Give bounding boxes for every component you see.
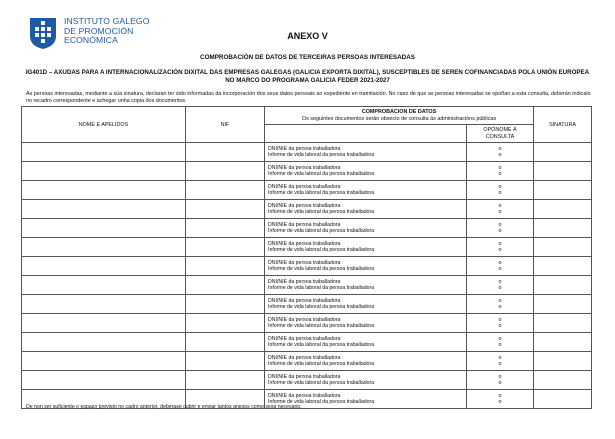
table-row	[22, 257, 592, 276]
nif-cell[interactable]	[186, 257, 265, 276]
signature-cell[interactable]	[534, 295, 592, 314]
igape-name-line1: INSTITUTO GALEGO	[64, 16, 150, 26]
doc-dni: DNI/NIE da persoa traballadora	[268, 145, 341, 152]
oppose-vida-laboral-checkbox[interactable]: o	[498, 342, 502, 348]
doc-vida-laboral: Informe de vida laboral da persoa traballadora	[268, 399, 375, 405]
doc-dni: DNI/NIE da persoa traballadora	[268, 335, 341, 342]
comprobacion-header-sub: Os seguintes documentos serán obxecto de consulta ás administracións públicas	[301, 115, 497, 122]
nif-cell[interactable]	[186, 295, 265, 314]
oppose-checkbox-cell	[467, 352, 534, 371]
oponome-line2: CONSULTA	[485, 133, 515, 140]
nif-cell[interactable]	[186, 200, 265, 219]
comprobacion-header-title: COMPROBACION DE DATOS	[361, 109, 437, 115]
name-cell[interactable]	[22, 219, 186, 238]
table-row	[22, 352, 592, 371]
documents-cell	[265, 371, 467, 390]
doc-vida-laboral: Informe de vida laboral da persoa traballadora	[268, 152, 375, 158]
oppose-vida-laboral-checkbox[interactable]: o	[498, 361, 502, 367]
doc-vida-laboral: Informe de vida laboral da persoa traballadora	[268, 247, 375, 253]
oppose-dni-checkbox[interactable]: o	[498, 335, 502, 342]
signature-cell[interactable]	[534, 390, 592, 409]
signature-cell[interactable]	[534, 181, 592, 200]
signature-cell[interactable]	[534, 314, 592, 333]
oppose-dni-checkbox[interactable]: o	[498, 240, 502, 247]
nif-cell[interactable]	[186, 371, 265, 390]
doc-vida-laboral: Informe de vida laboral da persoa traballadora	[268, 285, 375, 291]
table-row	[22, 162, 592, 181]
doc-vida-laboral: Informe de vida laboral da persoa traballadora	[268, 304, 375, 310]
annex-title: ANEXO V	[287, 31, 328, 41]
doc-dni: DNI/NIE da persoa traballadora	[268, 183, 341, 190]
doc-dni: DNI/NIE da persoa traballadora	[268, 164, 341, 171]
table-row	[22, 276, 592, 295]
nif-cell[interactable]	[186, 162, 265, 181]
oppose-vida-laboral-checkbox[interactable]: o	[498, 190, 502, 196]
doc-vida-laboral: Informe de vida laboral da persoa traballadora	[268, 228, 375, 234]
procedure-title	[20, 69, 595, 85]
doc-vida-laboral: Informe de vida laboral da persoa traballadora	[268, 380, 375, 386]
oppose-vida-laboral-checkbox[interactable]: o	[498, 323, 502, 329]
oppose-vida-laboral-checkbox[interactable]: o	[498, 304, 502, 310]
documents-cell	[265, 181, 467, 200]
oppose-checkbox-cell	[467, 390, 534, 409]
oppose-dni-checkbox[interactable]: o	[498, 183, 502, 190]
documents-cell	[265, 314, 467, 333]
col-header-name: NOME E APELIDOS	[22, 107, 186, 143]
oppose-checkbox-cell	[467, 257, 534, 276]
table-row	[22, 314, 592, 333]
signature-cell[interactable]	[534, 238, 592, 257]
oppose-vida-laboral-checkbox[interactable]: o	[498, 152, 502, 158]
signature-cell[interactable]	[534, 276, 592, 295]
doc-dni: DNI/NIE da persoa traballadora	[268, 278, 341, 285]
footer-note: De non ser suficiente o espazo previsto no cadro anterior, deberase cubrir e enviar tantos anexos como sexa necesario.	[26, 404, 302, 410]
doc-vida-laboral: Informe de vida laboral da persoa traballadora	[268, 361, 375, 367]
name-cell[interactable]	[22, 333, 186, 352]
oppose-dni-checkbox[interactable]: o	[498, 221, 502, 228]
col-header-oponome	[467, 125, 534, 143]
signature-cell[interactable]	[534, 333, 592, 352]
doc-dni: DNI/NIE da persoa traballadora	[268, 221, 341, 228]
oppose-vida-laboral-checkbox[interactable]: o	[498, 247, 502, 253]
nif-cell[interactable]	[186, 238, 265, 257]
name-cell[interactable]	[22, 143, 186, 162]
doc-dni: DNI/NIE da persoa traballadora	[268, 240, 341, 247]
oppose-checkbox-cell	[467, 162, 534, 181]
nif-cell[interactable]	[186, 314, 265, 333]
table-row	[22, 200, 592, 219]
documents-cell	[265, 143, 467, 162]
oppose-vida-laboral-checkbox[interactable]: o	[498, 399, 502, 405]
signature-cell[interactable]	[534, 162, 592, 181]
name-cell[interactable]	[22, 276, 186, 295]
doc-vida-laboral: Informe de vida laboral da persoa traballadora	[268, 323, 375, 329]
doc-vida-laboral: Informe de vida laboral da persoa traballadora	[268, 171, 375, 177]
col-header-signature: SINATURA	[534, 107, 592, 143]
table-row	[22, 333, 592, 352]
doc-dni: DNI/NIE da persoa traballadora	[268, 354, 341, 361]
oppose-dni-checkbox[interactable]: o	[498, 297, 502, 304]
name-cell[interactable]	[22, 352, 186, 371]
name-cell[interactable]	[22, 238, 186, 257]
oppose-checkbox-cell	[467, 181, 534, 200]
documents-cell	[265, 276, 467, 295]
documents-cell	[265, 295, 467, 314]
oppose-checkbox-cell	[467, 314, 534, 333]
oppose-vida-laboral-checkbox[interactable]: o	[498, 285, 502, 291]
name-cell[interactable]	[22, 295, 186, 314]
comprobacion-title: COMPROBACIÓN DE DATOS DE TERCEIRAS PERSOAS INTERESADAS	[200, 54, 415, 61]
intro-text: As persoas interesadas, mediante a súa sinatura, declaran ter sido informadas da incorporación dos seus datos persoais ao expediente en tramitación. No caso de que as persoas interesadas se opoñan a esta consulta, deberán indicalo no recadro correspondente e achegar unha copia dos documentos.	[26, 91, 591, 104]
table-row	[22, 238, 592, 257]
documents-cell	[265, 238, 467, 257]
oppose-dni-checkbox[interactable]: o	[498, 316, 502, 323]
doc-dni: DNI/NIE da persoa traballadora	[268, 316, 341, 323]
col-header-comprobacion	[265, 107, 534, 125]
oppose-dni-checkbox[interactable]: o	[498, 164, 502, 171]
signature-cell[interactable]	[534, 257, 592, 276]
oppose-vida-laboral-checkbox[interactable]: o	[498, 380, 502, 386]
nif-cell[interactable]	[186, 333, 265, 352]
oppose-dni-checkbox[interactable]: o	[498, 373, 502, 380]
doc-vida-laboral: Informe de vida laboral da persoa traballadora	[268, 266, 375, 272]
doc-vida-laboral: Informe de vida laboral da persoa traballadora	[268, 209, 375, 215]
oponome-line1: OPÓNOME Á	[483, 127, 517, 133]
oppose-dni-checkbox[interactable]: o	[498, 392, 502, 399]
procedure-title-line1: IG401D – AXUDAS PARA A INTERNACIONALIZACIÓN DIXITAL DAS EMPRESAS GALEGAS (GALICIA EXPORTA DIXITAL), SUSCEPTIBLES DE SEREN COFINANCIADAS POLA UNIÓN EUROPEA	[25, 69, 590, 76]
name-cell[interactable]	[22, 314, 186, 333]
name-cell[interactable]	[22, 371, 186, 390]
doc-vida-laboral: Informe de vida laboral da persoa traballadora	[268, 342, 375, 348]
oppose-dni-checkbox[interactable]: o	[498, 354, 502, 361]
oppose-checkbox-cell	[467, 143, 534, 162]
oppose-dni-checkbox[interactable]: o	[498, 259, 502, 266]
nif-cell[interactable]	[186, 352, 265, 371]
table-row	[22, 219, 592, 238]
oppose-checkbox-cell	[467, 295, 534, 314]
documents-cell	[265, 219, 467, 238]
oppose-checkbox-cell	[467, 238, 534, 257]
doc-dni: DNI/NIE da persoa traballadora	[268, 392, 341, 399]
name-cell[interactable]	[22, 181, 186, 200]
oppose-vida-laboral-checkbox[interactable]: o	[498, 266, 502, 272]
doc-dni: DNI/NIE da persoa traballadora	[268, 202, 341, 209]
oppose-dni-checkbox[interactable]: o	[498, 145, 502, 152]
oppose-checkbox-cell	[467, 276, 534, 295]
doc-dni: DNI/NIE da persoa traballadora	[268, 373, 341, 380]
doc-vida-laboral: Informe de vida laboral da persoa traballadora	[268, 190, 375, 196]
nif-cell[interactable]	[186, 276, 265, 295]
oppose-vida-laboral-checkbox[interactable]: o	[498, 171, 502, 177]
doc-dni: DNI/NIE da persoa traballadora	[268, 259, 341, 266]
oppose-dni-checkbox[interactable]: o	[498, 202, 502, 209]
documents-cell	[265, 200, 467, 219]
oppose-checkbox-cell	[467, 219, 534, 238]
table-row	[22, 143, 592, 162]
documents-cell	[265, 352, 467, 371]
nif-cell[interactable]	[186, 219, 265, 238]
signature-cell[interactable]	[534, 200, 592, 219]
col-header-nif: NIF	[186, 107, 265, 143]
table-row	[22, 181, 592, 200]
igape-name-line2: DE PROMOCIÓN	[64, 25, 134, 36]
documents-cell	[265, 333, 467, 352]
name-cell[interactable]	[22, 257, 186, 276]
name-cell[interactable]	[22, 162, 186, 181]
oppose-vida-laboral-checkbox[interactable]: o	[498, 209, 502, 215]
name-cell[interactable]	[22, 200, 186, 219]
nif-cell[interactable]	[186, 181, 265, 200]
oppose-checkbox-cell	[467, 371, 534, 390]
signature-cell[interactable]	[534, 371, 592, 390]
procedure-title-line2: NO MARCO DO PROGRAMA GALICIA FEDER 2021-2027	[225, 77, 390, 84]
signature-cell[interactable]	[534, 143, 592, 162]
signature-cell[interactable]	[534, 219, 592, 238]
oppose-checkbox-cell	[467, 333, 534, 352]
igape-name-line3: ECONÓMICA	[64, 35, 118, 46]
oppose-checkbox-cell	[467, 200, 534, 219]
table-row	[22, 371, 592, 390]
doc-dni: DNI/NIE da persoa traballadora	[268, 297, 341, 304]
documents-cell	[265, 257, 467, 276]
nif-cell[interactable]	[186, 143, 265, 162]
col-header-documents-spacer	[265, 125, 467, 143]
oppose-dni-checkbox[interactable]: o	[498, 278, 502, 285]
third-party-table	[21, 106, 592, 409]
documents-cell	[265, 162, 467, 181]
oppose-vida-laboral-checkbox[interactable]: o	[498, 228, 502, 234]
signature-cell[interactable]	[534, 352, 592, 371]
table-row	[22, 295, 592, 314]
